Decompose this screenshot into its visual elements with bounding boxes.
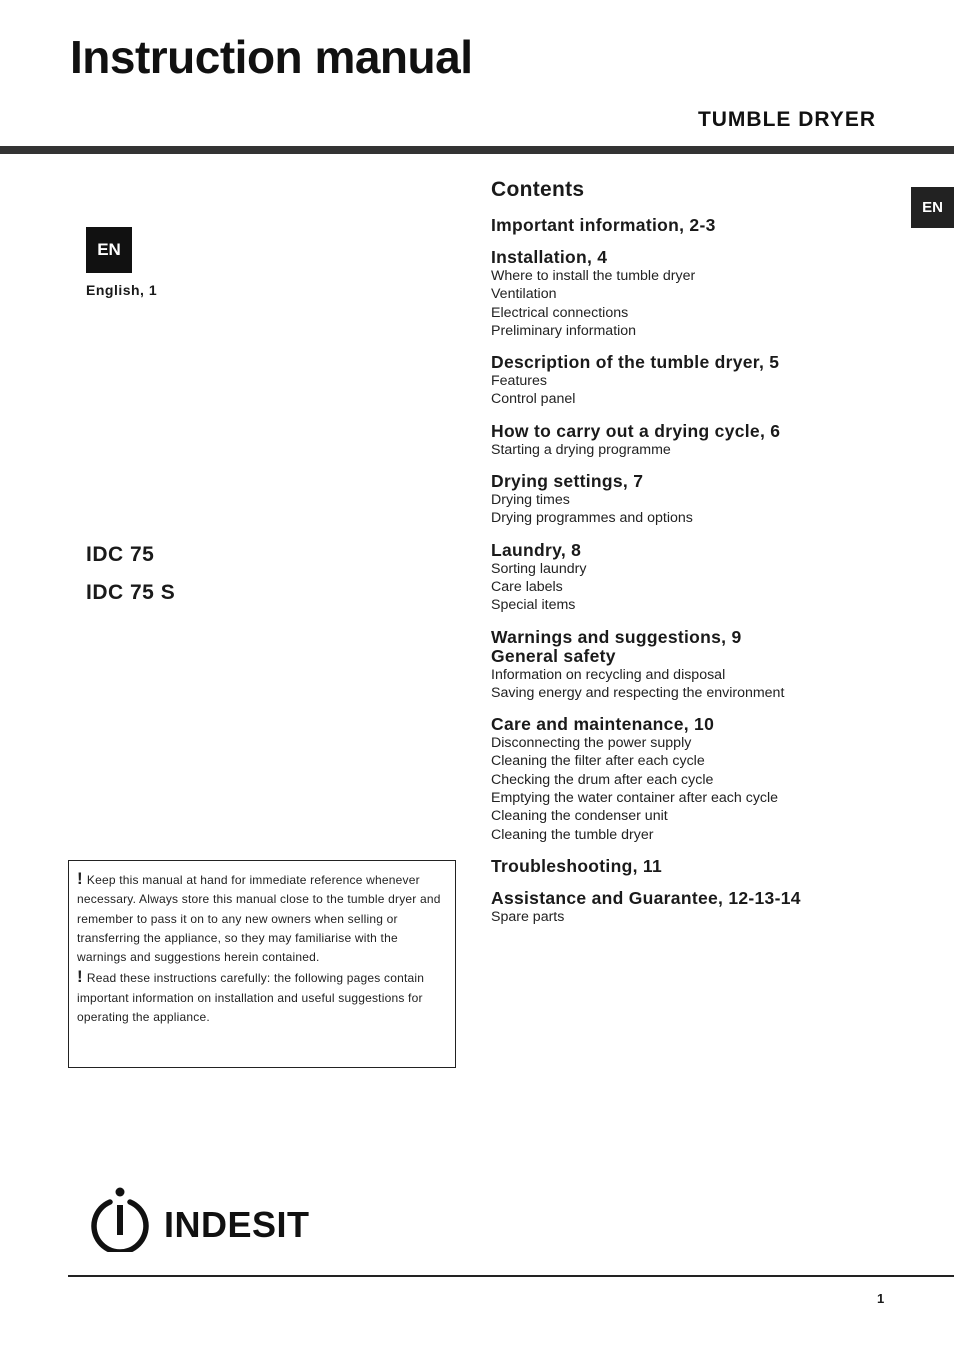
exclamation-icon: ! [77, 869, 83, 888]
toc-section-title: Troubleshooting, 11 [491, 855, 662, 876]
header-divider [0, 146, 954, 154]
toc-item: Control panel [491, 391, 576, 408]
table-of-contents [491, 178, 901, 939]
toc-item: Care labels [491, 578, 563, 595]
toc-item: Where to install the tumble dryer [491, 268, 696, 284]
toc-section-title: Drying settings, 7 [491, 471, 644, 492]
product-type: TUMBLE DRYER [697, 108, 876, 131]
language-tab: EN [911, 187, 954, 228]
footer-divider [68, 1275, 954, 1277]
toc-item: Special items [491, 597, 576, 614]
toc-section-title: Installation, 4 [491, 247, 608, 267]
toc-section-title: Assistance and Guarantee, 12-13-14 [491, 887, 801, 908]
notice-text: Read these instructions carefully: the following pages contain important information on installation and useful suggestions for operating the appliance. [77, 971, 425, 1025]
toc-item: Features [491, 373, 547, 390]
toc-item: Electrical connections [491, 304, 629, 321]
toc-item: Checking the drum after each cycle [491, 771, 714, 788]
toc-section-title: Description of the tumble dryer, 5 [491, 352, 780, 373]
toc-section-title: General safety [491, 645, 616, 666]
model-name: IDC 75 S [86, 581, 176, 604]
logo-wordmark: INDESIT [164, 1204, 310, 1245]
toc-section [491, 216, 901, 235]
notice-text: Keep this manual at hand for immediate reference whenever necessary. Always store this manual close to the tumble dryer and remember to pass it on to any new owners when selling or transferring the appliance, so they may familiarise with the warnings and suggestions herein contained. [77, 873, 441, 965]
toc-section-title: Important information, 2-3 [491, 215, 716, 235]
toc-section-title: Warnings and suggestions, 9 [491, 626, 742, 647]
toc-item: Information on recycling and disposal [491, 666, 726, 683]
toc-section-title: How to carry out a drying cycle, 6 [491, 420, 781, 441]
exclamation-icon: ! [77, 967, 83, 987]
toc-item: Starting a drying programme [491, 441, 671, 458]
model-name: IDC 75 [86, 543, 155, 566]
notice-paragraph [77, 967, 447, 1027]
toc-item: Disconnecting the power supply [491, 735, 692, 752]
toc-item: Preliminary information [491, 322, 637, 339]
page-title: Instruction manual [70, 31, 473, 83]
language-badge: EN [86, 227, 132, 273]
toc-item: Drying times [491, 492, 570, 509]
toc-section [491, 472, 901, 528]
toc-item: Sorting laundry [491, 560, 587, 577]
page-number: 1 [877, 1291, 885, 1306]
toc-section [491, 541, 901, 615]
toc-section [491, 715, 901, 844]
language-label: English, 1 [86, 282, 158, 298]
toc-section [491, 422, 901, 459]
toc-item: Saving energy and respecting the environment [491, 684, 785, 701]
toc-section [491, 628, 901, 703]
toc-section-title: Laundry, 8 [491, 539, 582, 560]
toc-item: Drying programmes and options [491, 510, 693, 527]
toc-item: Cleaning the filter after each cycle [491, 753, 705, 770]
contents-heading: Contents [491, 178, 585, 201]
toc-section [491, 248, 901, 340]
indesit-logo [88, 1186, 320, 1252]
toc-item: Ventilation [491, 286, 557, 303]
toc-section-title: Care and maintenance, 10 [491, 714, 715, 735]
toc-section [491, 889, 901, 926]
indesit-i-logo-icon [94, 1188, 146, 1253]
toc-item: Spare parts [491, 908, 565, 925]
toc-item: Cleaning the condenser unit [491, 808, 668, 825]
notice-box [68, 860, 456, 1068]
toc-section [491, 353, 901, 409]
toc-section [491, 857, 901, 876]
toc-item: Cleaning the tumble dryer [491, 826, 654, 843]
toc-item: Emptying the water container after each cycle [491, 790, 779, 807]
notice-paragraph [77, 869, 447, 967]
